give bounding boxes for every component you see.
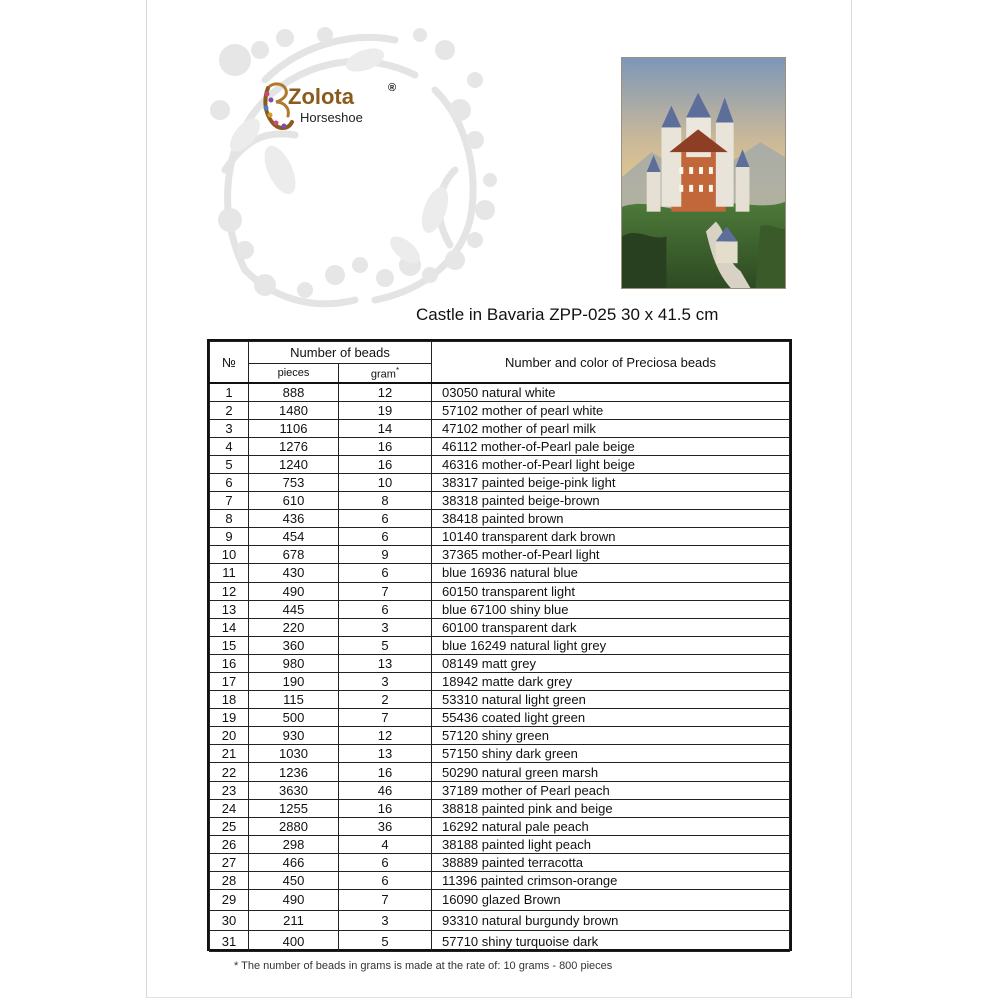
row-gram: 16 [339,763,432,781]
row-gram: 7 [339,709,432,727]
row-color: 46112 mother-of-Pearl pale beige [432,437,790,455]
table-row [210,931,790,952]
table-row [210,455,790,473]
row-number: 28 [210,872,249,890]
row-color: 38188 painted light peach [432,835,790,853]
row-color: 50290 natural green marsh [432,763,790,781]
bead-table-frame [207,339,792,951]
table-row [210,853,790,871]
row-number: 31 [210,931,249,952]
row-pieces: 1236 [249,763,339,781]
row-number: 15 [210,636,249,654]
row-number: 10 [210,546,249,564]
row-number: 24 [210,799,249,817]
row-number: 12 [210,582,249,600]
row-pieces: 400 [249,931,339,952]
row-pieces: 1240 [249,455,339,473]
header-number: № [210,342,249,384]
row-color: 57710 shiny turquoise dark [432,931,790,952]
row-pieces: 2880 [249,817,339,835]
row-color: 57102 mother of pearl white [432,401,790,419]
row-gram: 3 [339,910,432,931]
row-gram: 36 [339,817,432,835]
row-color: 16292 natural pale peach [432,817,790,835]
row-color: 38318 painted beige-brown [432,492,790,510]
row-number: 16 [210,654,249,672]
row-color: blue 16249 natural light grey [432,636,790,654]
row-color: 38317 painted beige-pink light [432,473,790,491]
table-row [210,636,790,654]
row-color: 38889 painted terracotta [432,853,790,871]
row-color: 55436 coated light green [432,709,790,727]
row-pieces: 888 [249,383,339,401]
row-gram: 6 [339,528,432,546]
row-gram: 16 [339,799,432,817]
table-row [210,618,790,636]
row-gram: 6 [339,872,432,890]
table-row [210,691,790,709]
footnote: * The number of beads in grams is made at the rate of: 10 grams - 800 pieces [234,960,613,972]
row-gram: 13 [339,654,432,672]
row-number: 3 [210,419,249,437]
table-row [210,600,790,618]
row-color: 08149 matt grey [432,654,790,672]
row-pieces: 450 [249,872,339,890]
row-pieces: 436 [249,510,339,528]
row-pieces: 500 [249,709,339,727]
row-number: 18 [210,691,249,709]
row-number: 22 [210,763,249,781]
table-row [210,510,790,528]
row-number: 14 [210,618,249,636]
row-pieces: 445 [249,600,339,618]
row-gram: 3 [339,673,432,691]
row-gram: 5 [339,636,432,654]
table-row [210,528,790,546]
row-pieces: 466 [249,853,339,871]
table-row [210,546,790,564]
row-number: 29 [210,890,249,911]
row-pieces: 430 [249,564,339,582]
row-number: 6 [210,473,249,491]
row-gram: 5 [339,931,432,952]
row-gram: 14 [339,419,432,437]
chart-title: Castle in Bavaria ZPP-025 30 x 41.5 cm [416,305,719,324]
row-gram: 3 [339,618,432,636]
row-color: blue 67100 shiny blue [432,600,790,618]
row-color: 38818 painted pink and beige [432,799,790,817]
row-pieces: 190 [249,673,339,691]
table-row [210,673,790,691]
table-row [210,781,790,799]
header-pieces: pieces [249,364,339,384]
row-color: 47102 mother of pearl milk [432,419,790,437]
row-number: 8 [210,510,249,528]
row-pieces: 115 [249,691,339,709]
table-row [210,401,790,419]
table-row [210,890,790,911]
row-number: 20 [210,727,249,745]
table-row [210,835,790,853]
row-pieces: 211 [249,910,339,931]
row-number: 9 [210,528,249,546]
row-number: 1 [210,383,249,401]
row-gram: 12 [339,383,432,401]
bead-rows [210,383,790,951]
row-pieces: 1255 [249,799,339,817]
row-color: 46316 mother-of-Pearl light beige [432,455,790,473]
row-color: 18942 matte dark grey [432,673,790,691]
row-gram: 6 [339,600,432,618]
table-row [210,582,790,600]
row-number: 13 [210,600,249,618]
row-gram: 10 [339,473,432,491]
table-row [210,654,790,672]
row-gram: 16 [339,437,432,455]
row-number: 21 [210,745,249,763]
brand-tagline: Horseshoe [300,110,363,125]
row-number: 26 [210,835,249,853]
brand-logo [262,80,412,140]
table-row [210,564,790,582]
row-number: 30 [210,910,249,931]
row-pieces: 1480 [249,401,339,419]
bead-table [209,341,790,952]
row-color: blue 16936 natural blue [432,564,790,582]
row-pieces: 490 [249,582,339,600]
row-pieces: 454 [249,528,339,546]
header-beads: Number of beads [249,342,432,364]
floral-ornament [205,20,505,320]
row-pieces: 930 [249,727,339,745]
row-number: 4 [210,437,249,455]
row-gram: 9 [339,546,432,564]
castle-preview-image [621,57,786,289]
header-gram-asterisk: * [395,365,400,375]
table-row [210,727,790,745]
row-number: 2 [210,401,249,419]
row-color: 37189 mother of Pearl peach [432,781,790,799]
table-row [210,709,790,727]
row-color: 60100 transparent dark [432,618,790,636]
row-color: 16090 glazed Brown [432,890,790,911]
row-pieces: 3630 [249,781,339,799]
table-row [210,872,790,890]
table-row [210,910,790,931]
table-row [210,763,790,781]
row-number: 7 [210,492,249,510]
row-color: 38418 painted brown [432,510,790,528]
row-gram: 19 [339,401,432,419]
table-row [210,473,790,491]
row-gram: 6 [339,564,432,582]
row-color: 57120 shiny green [432,727,790,745]
row-color: 57150 shiny dark green [432,745,790,763]
table-row [210,817,790,835]
table-row [210,799,790,817]
header-gram [339,364,432,384]
row-color: 60150 transparent light [432,582,790,600]
row-gram: 6 [339,510,432,528]
row-pieces: 490 [249,890,339,911]
row-gram: 7 [339,890,432,911]
row-pieces: 1030 [249,745,339,763]
row-gram: 16 [339,455,432,473]
table-row [210,383,790,401]
row-gram: 13 [339,745,432,763]
row-number: 17 [210,673,249,691]
table-row [210,745,790,763]
registered-mark: ® [388,82,397,94]
row-color: 10140 transparent dark brown [432,528,790,546]
row-pieces: 360 [249,636,339,654]
row-color: 93310 natural burgundy brown [432,910,790,931]
row-pieces: 980 [249,654,339,672]
row-gram: 6 [339,853,432,871]
row-number: 25 [210,817,249,835]
row-gram: 12 [339,727,432,745]
header-gram-label: gram [370,368,396,381]
row-number: 5 [210,455,249,473]
row-pieces: 298 [249,835,339,853]
row-color: 11396 painted crimson-orange [432,872,790,890]
row-color: 37365 mother-of-Pearl light [432,546,790,564]
row-number: 27 [210,853,249,871]
row-color: 53310 natural light green [432,691,790,709]
row-number: 23 [210,781,249,799]
row-pieces: 1276 [249,437,339,455]
row-pieces: 610 [249,492,339,510]
table-row [210,492,790,510]
row-pieces: 678 [249,546,339,564]
row-color: 03050 natural white [432,383,790,401]
row-gram: 4 [339,835,432,853]
row-pieces: 753 [249,473,339,491]
table-row [210,419,790,437]
row-gram: 7 [339,582,432,600]
row-gram: 46 [339,781,432,799]
header-color: Number and color of Preciosa beads [432,342,790,384]
row-number: 11 [210,564,249,582]
table-row [210,437,790,455]
row-pieces: 1106 [249,419,339,437]
brand-name: Zolota [288,84,354,109]
row-gram: 2 [339,691,432,709]
row-gram: 8 [339,492,432,510]
row-pieces: 220 [249,618,339,636]
row-number: 19 [210,709,249,727]
